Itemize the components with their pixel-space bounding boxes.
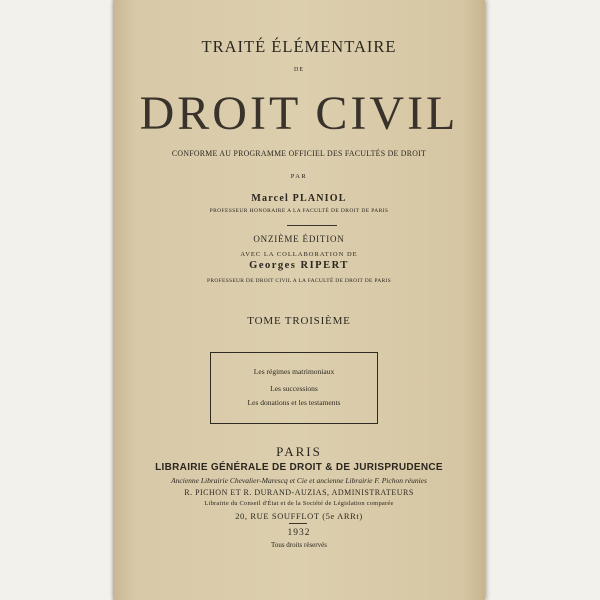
collaboration-line: AVEC LA COLLABORATION DE <box>240 251 358 258</box>
main-title: DROIT CIVIL <box>139 87 459 140</box>
edition: ONZIÈME ÉDITION <box>253 234 345 244</box>
imprint-city: PARIS <box>276 444 322 459</box>
publication-year: 1932 <box>287 528 311 538</box>
contents-item: Les successions <box>270 384 318 393</box>
collaborator-name: Georges RIPERT <box>249 260 349 271</box>
author-title: PROFESSEUR HONORAIRE A LA FACULTÉ DE DROIT DE PARIS <box>209 208 389 214</box>
publisher-directors: R. PICHON ET R. DURAND-AUZIAS, ADMINISTRATEURS <box>184 488 414 497</box>
volume-label: TOME TROISIÈME <box>247 315 351 327</box>
contents-box <box>210 352 378 424</box>
contents-item: Les régimes matrimoniaux <box>253 367 335 376</box>
series-title: TRAITÉ ÉLÉMENTAIRE <box>201 37 397 56</box>
publisher-former-names: Ancienne Librairie Chevalier-Marescq et Cie et ancienne Librairie F. Pichon réunies <box>171 476 427 485</box>
rights-notice: Tous droits réservés <box>271 541 327 549</box>
author-name: Marcel PLANIOL <box>251 193 347 204</box>
publisher-address: 20, RUE SOUFFLOT (5e ARRt) <box>235 511 363 521</box>
by-line: PAR <box>290 173 308 180</box>
divider-rule <box>287 225 337 226</box>
title-connector: DE <box>294 67 304 73</box>
book-title-page <box>113 0 485 600</box>
publisher-affiliation: Librairie du Conseil d'État et de la Société de Législation comparée <box>204 500 394 507</box>
collaborator-title: PROFESSEUR DE DROIT CIVIL A LA FACULTÉ DE DROIT DE PARIS <box>207 278 391 284</box>
subtitle: CONFORME AU PROGRAMME OFFICIEL DES FACULTÉS DE DROIT <box>171 148 427 158</box>
contents-item: Les donations et les testaments <box>247 398 341 407</box>
divider-rule <box>289 523 307 524</box>
publisher-name: LIBRAIRIE GÉNÉRALE DE DROIT & DE JURISPRUDENCE <box>155 462 443 473</box>
